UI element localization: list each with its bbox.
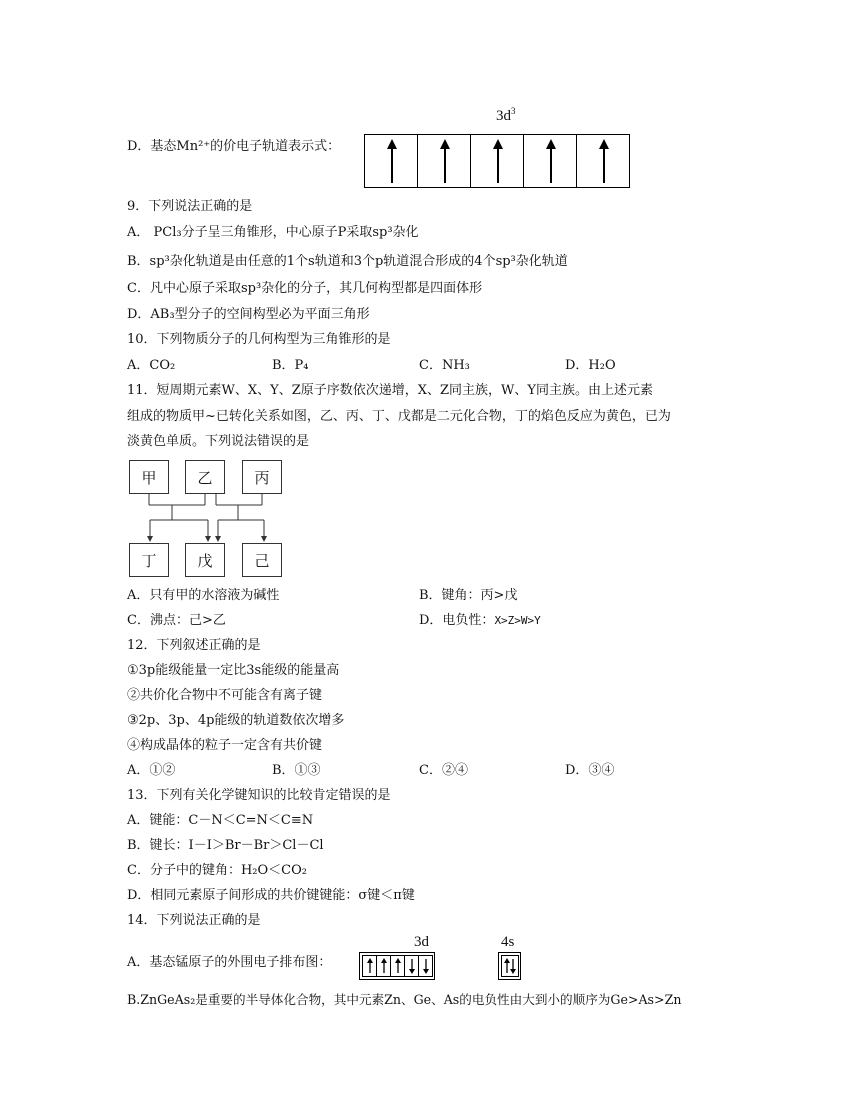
q12-option-c: C．②④ [419, 763, 468, 778]
q12-statement-1: ①3p能级能量一定比3s能级的能量高 [127, 663, 340, 678]
q12-statement-3: ③2p、3p、4p能级的轨道数依次增多 [127, 713, 345, 728]
q10-option-c: C．NH₃ [419, 358, 470, 373]
orbital-box [523, 134, 577, 188]
orbital-box-down [404, 955, 419, 977]
q13-option-a: A．键能：C－N＜C=N＜C≡N [127, 813, 314, 828]
q12-option-d: D．③④ [565, 763, 615, 778]
orbital-box [576, 134, 630, 188]
orbital-box-up [390, 955, 405, 977]
q13-option-b: B．键长：I－I＞Br－Br＞Cl－Cl [127, 838, 324, 853]
orbital-label-3d-q14: 3d [414, 934, 429, 950]
orbital-box [364, 134, 418, 188]
q10-option-d: D．H₂O [565, 358, 616, 373]
q11-option-d-prefix: D．电负性： [419, 613, 495, 628]
box-ji: 己 [242, 543, 282, 577]
box-yi: 乙 [185, 460, 225, 494]
q10-option-b: B．P₄ [272, 358, 309, 373]
q9-option-b: B．sp³杂化轨道是由任意的1个s轨道和3个p轨道混合形成的4个sp³杂化轨道 [127, 254, 568, 269]
box-jia: 甲 [129, 460, 169, 494]
q13-option-d: D．相同元素原子间形成的共价键键能：σ键＜π键 [127, 888, 415, 903]
q9-stem: 9．下列说法正确的是 [127, 199, 253, 214]
q9-option-a: A． PCl₃分子呈三角锥形，中心原子P采取sp³杂化 [127, 225, 419, 240]
orbital-box [417, 134, 471, 188]
mn2-orbital-diagram [364, 134, 629, 188]
q12-option-b: B．①③ [272, 763, 321, 778]
q11-option-d [419, 613, 541, 629]
box-bing: 丙 [242, 460, 282, 494]
orbital-label-4s-q14: 4s [501, 934, 515, 950]
mn-3d-orbital-diagram [359, 952, 435, 980]
q11-stem-line3: 淡黄色单质。下列说法错误的是 [127, 434, 310, 449]
q11-option-b: B．键角：丙>戊 [419, 588, 518, 603]
orbital-label-3d: $3d^3$ [496, 106, 516, 124]
q14-option-b: B.ZnGeAs₂是重要的半导体化合物，其中元素Zn、Ge、As的电负性由大到小的顺序为Ge>As>Zn [127, 992, 682, 1007]
q9-option-d: D．AB₃型分子的空间构型必为平面三角形 [127, 307, 370, 322]
reaction-connectors [120, 494, 300, 544]
q13-option-c: C．分子中的键角：H₂O＜CO₂ [127, 863, 307, 878]
q14-stem: 14．下列说法正确的是 [127, 913, 261, 928]
orbital-box-up [362, 955, 377, 977]
q12-statement-4: ④构成晶体的粒子一定含有共价键 [127, 738, 323, 753]
q12-stem: 12．下列叙述正确的是 [127, 638, 261, 653]
q12-statement-2: ②共价化合物中不可能含有离子键 [127, 688, 323, 703]
q11-option-d-value: X>Z>W>Y [494, 614, 541, 627]
q11-stem-line1: 11．短周期元素W、X、Y、Z原子序数依次递增，X、Z同主族，W、Y同主族。由上述元素 [127, 383, 654, 398]
box-ding: 丁 [129, 543, 169, 577]
orbital-box-up [376, 955, 391, 977]
q8-option-d: D．基态Mn²⁺的价电子轨道表示式： [127, 139, 341, 154]
orbital-box-paired [501, 955, 519, 977]
orbital-box-down [418, 955, 433, 977]
q14-option-a: A．基态锰原子的外围电子排布图： [127, 955, 332, 970]
q11-stem-line2: 组成的物质甲~已转化关系如图，乙、丙、丁、戊都是二元化合物，丁的焰色反应为黄色，已为 [127, 409, 671, 424]
box-wu: 戊 [185, 543, 225, 577]
q12-option-a: A．①② [127, 763, 176, 778]
q9-option-c: C．凡中心原子采取sp³杂化的分子，其几何构型都是四面体形 [127, 281, 483, 296]
q10-option-a: A．CO₂ [127, 358, 176, 373]
q11-option-c: C．沸点：己>乙 [127, 613, 226, 628]
q13-stem: 13．下列有关化学键知识的比较肯定错误的是 [127, 788, 391, 803]
q10-stem: 10．下列物质分子的几何构型为三角锥形的是 [127, 332, 391, 347]
q11-option-a: A．只有甲的水溶液为碱性 [127, 588, 280, 603]
mn-4s-orbital-diagram [498, 952, 521, 980]
orbital-box [470, 134, 524, 188]
